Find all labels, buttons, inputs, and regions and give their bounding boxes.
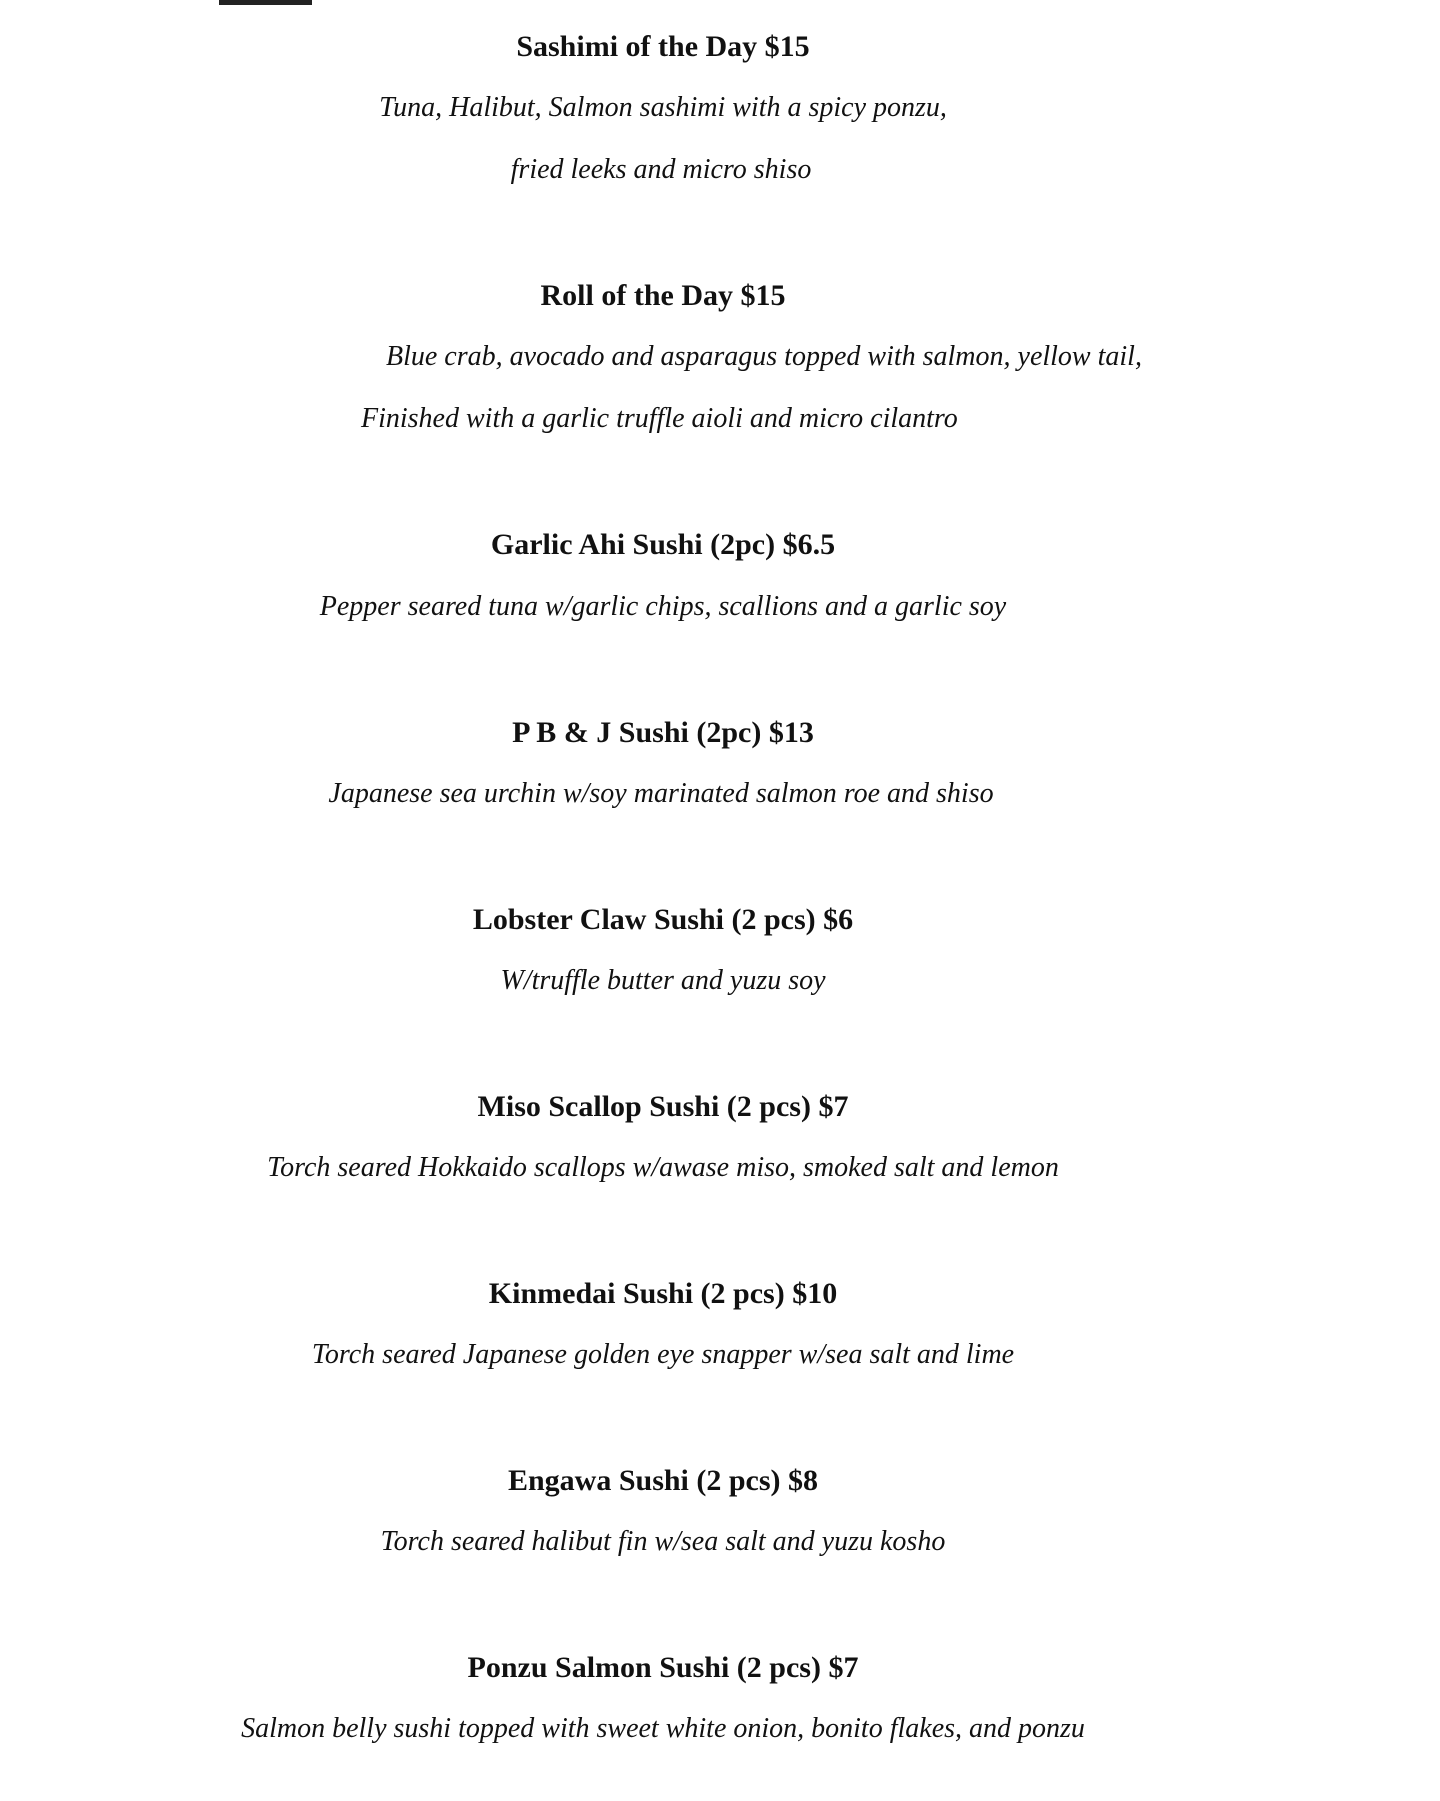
menu-item-title: Roll of the Day $15 xyxy=(540,279,786,312)
menu-item-description: Japanese sea urchin w/soy marinated salmon roe and shiso xyxy=(328,778,994,809)
menu-item-title: Lobster Claw Sushi (2 pcs) $6 xyxy=(472,903,854,936)
menu-item-description: Torch seared Hokkaido scallops w/awase miso, smoked salt and lemon xyxy=(267,1152,1059,1183)
menu-item-description: Torch seared halibut fin w/sea salt and yuzu kosho xyxy=(380,1526,946,1557)
menu-item-description: Blue crab, avocado and asparagus topped with salmon, yellow tail, xyxy=(386,341,1142,372)
menu-item-title: Kinmedai Sushi (2 pcs) $10 xyxy=(488,1277,838,1310)
menu-item-title: Engawa Sushi (2 pcs) $8 xyxy=(507,1464,819,1497)
top-edge-mark xyxy=(219,0,312,5)
menu-item-description: Tuna, Halibut, Salmon sashimi with a spicy ponzu, xyxy=(379,92,947,123)
menu-item-description: Torch seared Japanese golden eye snapper w/sea salt and lime xyxy=(311,1339,1015,1370)
menu-item-description: W/truffle butter and yuzu soy xyxy=(500,965,826,996)
menu-item-description: Pepper seared tuna w/garlic chips, scallions and a garlic soy xyxy=(319,591,1007,622)
menu-item-title: Sashimi of the Day $15 xyxy=(516,30,810,63)
menu-item-description: Finished with a garlic truffle aioli and micro cilantro xyxy=(361,403,958,434)
menu-item-title: P B & J Sushi (2pc) $13 xyxy=(512,716,814,749)
menu-item-title: Ponzu Salmon Sushi (2 pcs) $7 xyxy=(467,1651,859,1684)
menu-item-title: Miso Scallop Sushi (2 pcs) $7 xyxy=(477,1090,849,1123)
menu-item-description: Salmon belly sushi topped with sweet white onion, bonito flakes, and ponzu xyxy=(241,1713,1085,1744)
menu-item-title: Garlic Ahi Sushi (2pc) $6.5 xyxy=(490,528,836,561)
menu-item-description: fried leeks and micro shiso xyxy=(510,154,812,185)
